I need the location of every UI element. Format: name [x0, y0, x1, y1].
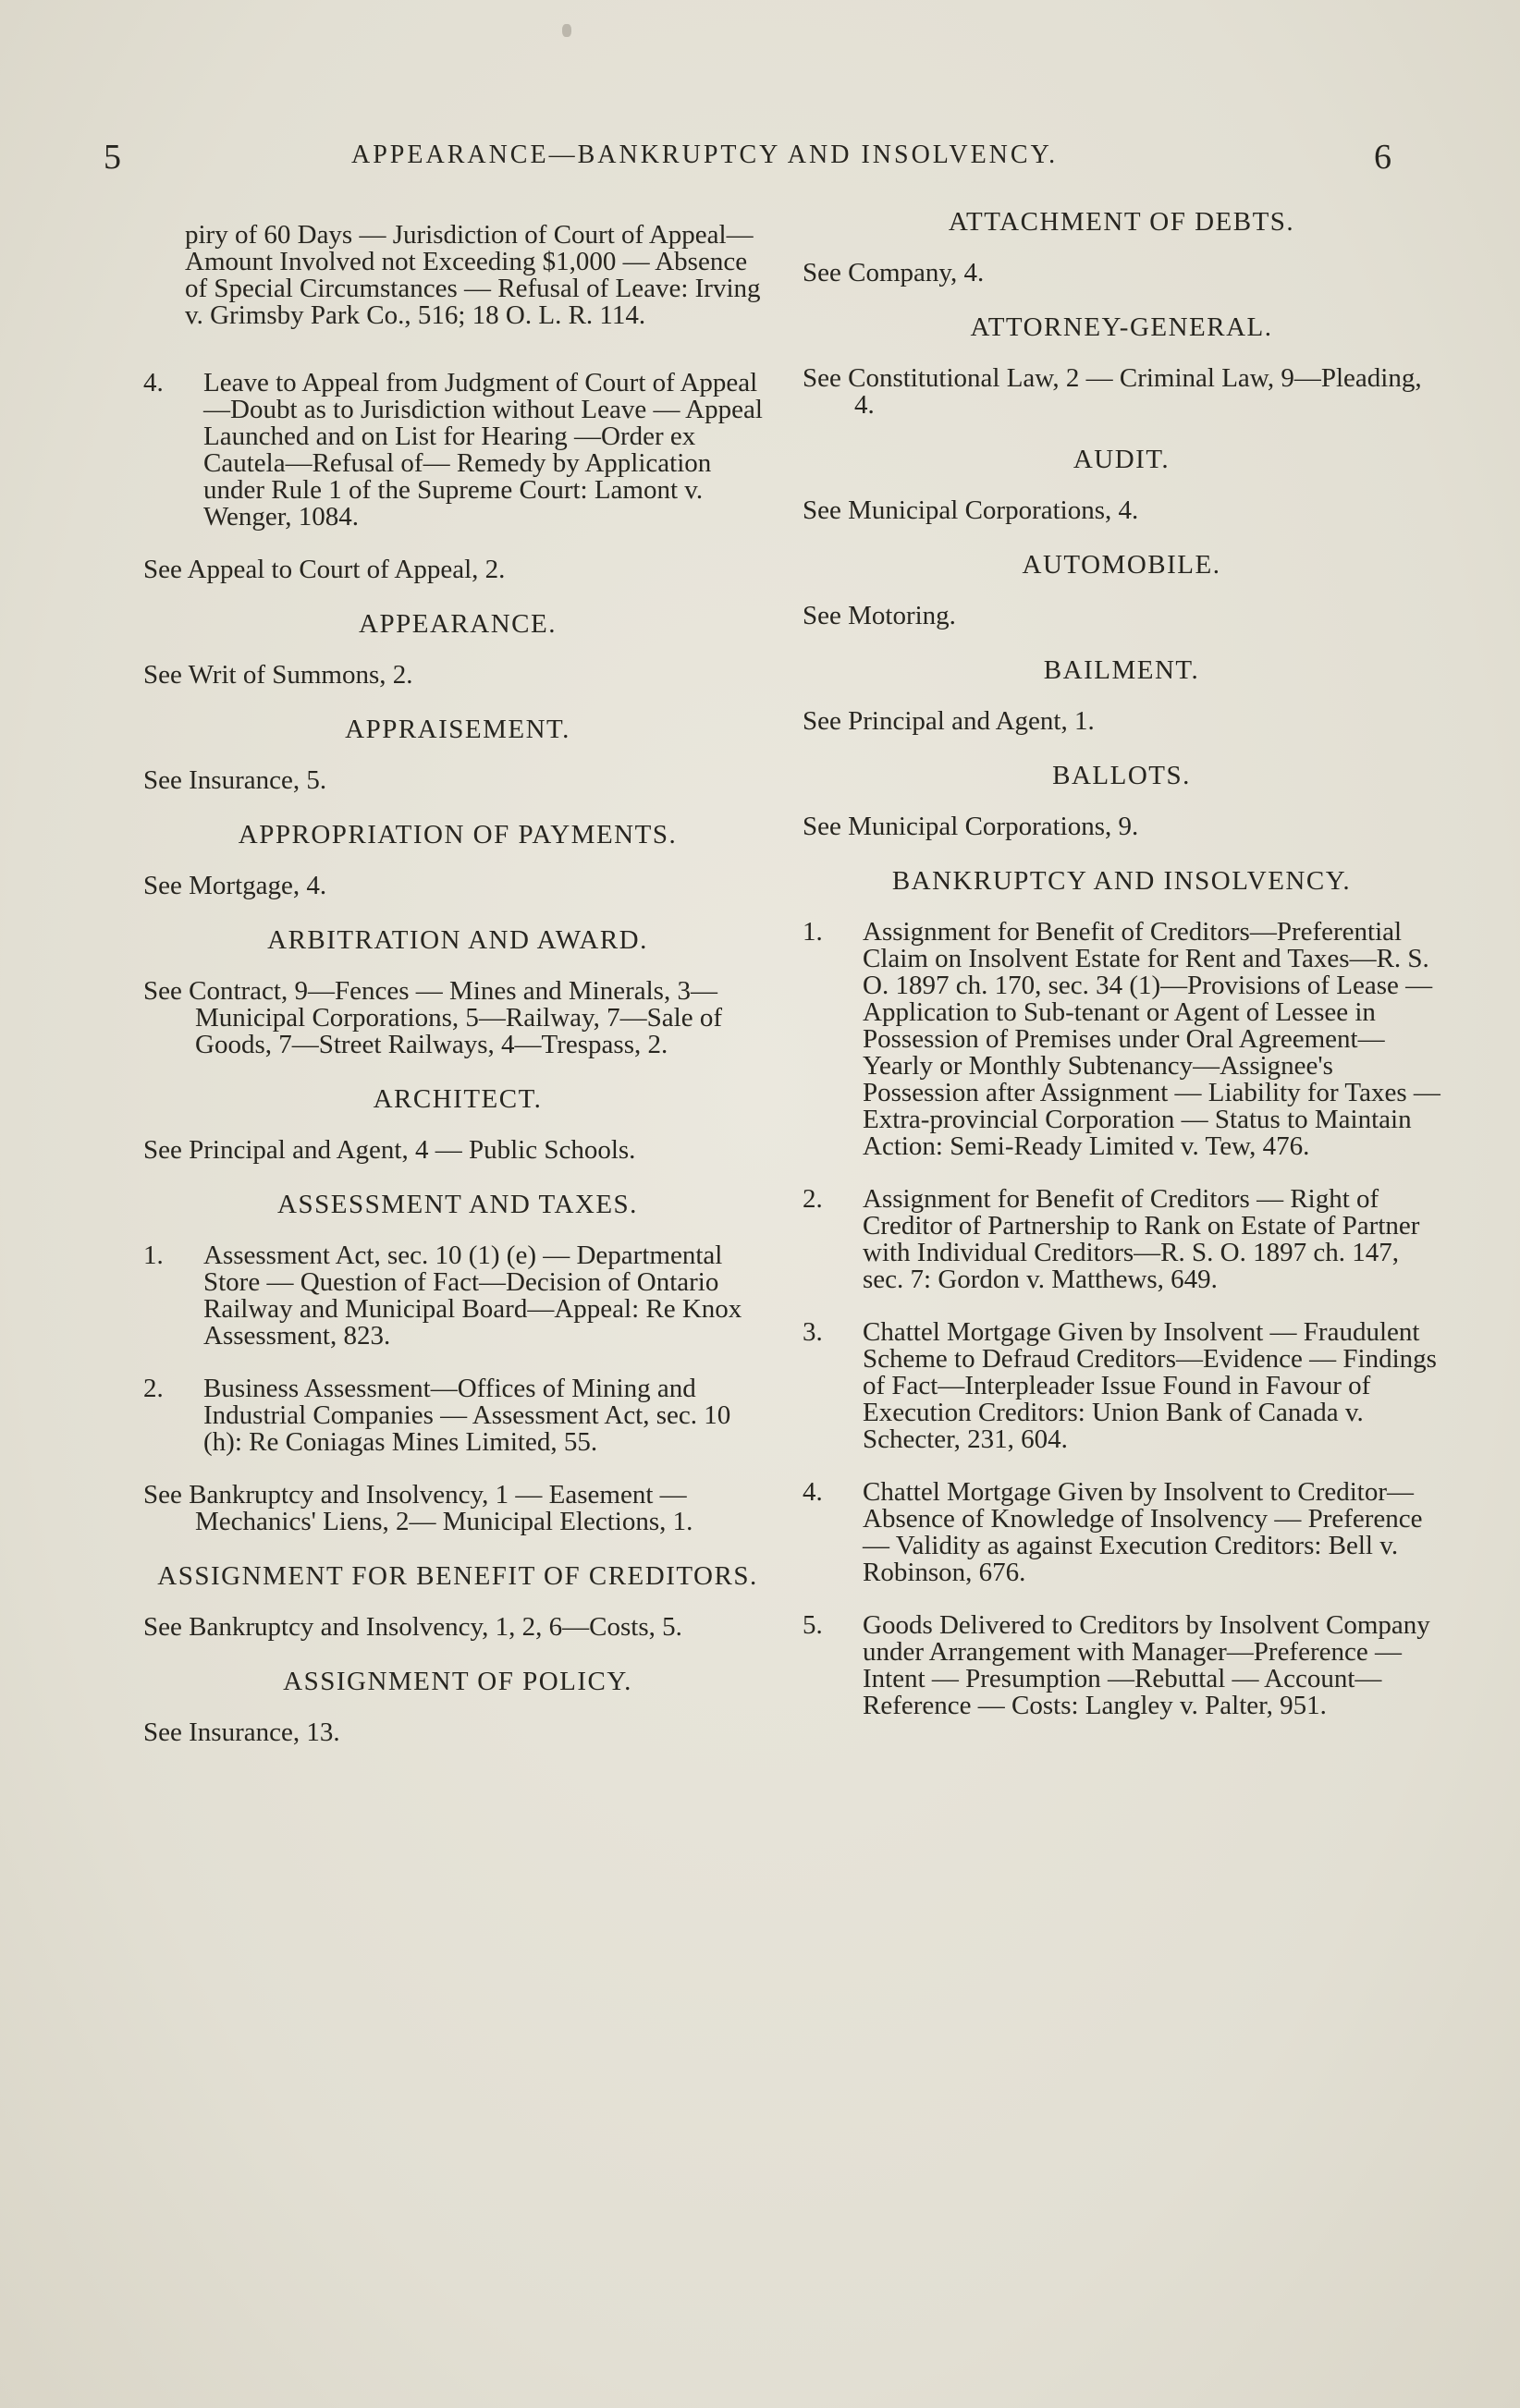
right-column [803, 205, 1440, 1745]
section-heading: ASSIGNMENT OF POLICY. [283, 1667, 632, 1696]
see-reference: See Municipal Corporations, 9. [803, 812, 1139, 841]
entry-number: 4. [803, 1477, 823, 1507]
entry-text: Assignment for Benefit of Creditors — Right of Creditor of Partnership to Rank on Estate of Partner with Individual Creditors—R. S. O. 1897 ch. 147, sec. 7: Gordon v. Matthews, 649. [863, 1184, 1420, 1294]
running-head: APPEARANCE—BANKRUPTCY AND INSOLVENCY. [351, 141, 1059, 169]
continuation-text: piry of 60 Days — Jurisdiction of Court of Appeal—Amount Involved not Exceeding $1,000 — Absence of Special Circumstances — Refusal of Leave: Irving v. Grimsby Park Co., 516; 18 O. L. R. 114. [185, 220, 761, 330]
section-heading: BALLOTS. [1052, 761, 1191, 790]
see-reference: See Bankruptcy and Insolvency, 1 — Easement — Mechanics' Liens, 2— Municipal Elections, 1. [143, 1480, 693, 1536]
see-reference: See Contract, 9—Fences — Mines and Minerals, 3—Municipal Corporations, 5—Railway, 7—Sale of Goods, 7—Street Railways, 4—Trespass, 2. [143, 976, 722, 1059]
section-heading: AUTOMOBILE. [1022, 550, 1221, 580]
index-entry [803, 1479, 1440, 1586]
section-heading: ATTORNEY-GENERAL. [970, 312, 1273, 342]
entry-text: Chattel Mortgage Given by Insolvent — Fraudulent Scheme to Defraud Creditors—Evidence — Findings of Fact—Interpleader Issue Found in Favour of Execution Creditors: Union Bank of Canada v. Schecter, 231, 604. [863, 1317, 1437, 1454]
section-heading: AUDIT. [1073, 445, 1171, 474]
entry-text: Assignment for Benefit of Creditors—Preferential Claim on Insolvent Estate for Rent and Taxes—R. S. O. 1897 ch. 170, sec. 34 (1)—Provisions of Lease — Application to Sub-tenant or Agent of Lessee in Possession of Premises under Oral Agreement—Yearly or Monthly Subtenancy—Assignee's Possession after Assignment — Liability for Taxes — Extra-provincial Corporation — Status to Maintain Action: Semi-Ready Limited v. Tew, 476. [863, 917, 1440, 1161]
section-heading: APPRAISEMENT. [345, 715, 570, 744]
entry-text: Chattel Mortgage Given by Insolvent to Creditor—Absence of Knowledge of Insolvency — Preference — Validity as against Execution Creditors: Bell v. Robinson, 676. [863, 1477, 1423, 1587]
entry-text: Assessment Act, sec. 10 (1) (e) — Departmental Store — Question of Fact—Decision of Ontario Railway and Municipal Board—Appeal: Re Knox Assessment, 823. [203, 1241, 742, 1351]
entry-number: 1. [803, 917, 823, 947]
see-reference: See Company, 4. [803, 258, 985, 287]
section-heading: ARBITRATION AND AWARD. [267, 925, 648, 955]
ink-mark [562, 24, 571, 37]
left-page-number: 5 [104, 138, 121, 177]
section-heading: APPEARANCE. [359, 609, 557, 639]
see-reference: See Constitutional Law, 2 — Criminal Law, 9—Pleading, 4. [803, 363, 1422, 420]
index-entry [143, 1242, 772, 1350]
index-entry [803, 1612, 1440, 1719]
entry-text: Business Assessment—Offices of Mining and Industrial Companies — Assessment Act, sec. 10 (h): Re Coniagas Mines Limited, 55. [203, 1374, 731, 1457]
see-reference: See Principal and Agent, 1. [803, 706, 1095, 736]
see-reference: See Mortgage, 4. [143, 871, 327, 900]
see-reference: See Appeal to Court of Appeal, 2. [143, 555, 506, 584]
index-entry [803, 1319, 1440, 1453]
section-heading: ASSIGNMENT FOR BENEFIT OF CREDITORS. [157, 1561, 758, 1591]
section-heading: ATTACHMENT OF DEBTS. [948, 207, 1295, 237]
left-column [143, 205, 772, 1774]
see-reference: See Insurance, 5. [143, 765, 327, 795]
section-heading: APPROPRIATION OF PAYMENTS. [238, 820, 678, 850]
see-reference: See Principal and Agent, 4 — Public Schools. [143, 1135, 636, 1165]
see-reference: See Insurance, 13. [143, 1717, 340, 1747]
entry-number: 1. [143, 1241, 164, 1270]
entry-number: 3. [803, 1317, 823, 1347]
right-page-number: 6 [1374, 138, 1391, 177]
entry-number: 2. [143, 1374, 164, 1403]
entry-number: 4. [143, 368, 164, 397]
entry-number: 5. [803, 1610, 823, 1640]
entry-text: Leave to Appeal from Judgment of Court of Appeal—Doubt as to Jurisdiction without Leave — Appeal Launched and on List for Hearing —Order ex Cautela—Refusal of— Remedy by Application under Rule 1 of the Supreme Court: Lamont v. Wenger, 1084. [203, 368, 763, 532]
see-reference: See Bankruptcy and Insolvency, 1, 2, 6—Costs, 5. [143, 1612, 682, 1642]
section-heading: ARCHITECT. [373, 1084, 543, 1114]
section-heading: BANKRUPTCY AND INSOLVENCY. [891, 866, 1352, 896]
section-heading: BAILMENT. [1043, 655, 1200, 685]
entry-text: Goods Delivered to Creditors by Insolvent Company under Arrangement with Manager—Preference — Intent — Presumption —Rebuttal — Account—Reference — Costs: Langley v. Palter, 951. [863, 1610, 1430, 1720]
see-reference: See Municipal Corporations, 4. [803, 495, 1139, 525]
index-entry [803, 919, 1440, 1160]
see-reference: See Motoring. [803, 601, 956, 630]
entry-number: 2. [803, 1184, 823, 1214]
see-reference: See Writ of Summons, 2. [143, 660, 413, 690]
section-heading: ASSESSMENT AND TAXES. [277, 1190, 638, 1219]
index-entry [143, 1375, 772, 1456]
index-entry [143, 370, 772, 531]
index-entry [803, 1186, 1440, 1293]
